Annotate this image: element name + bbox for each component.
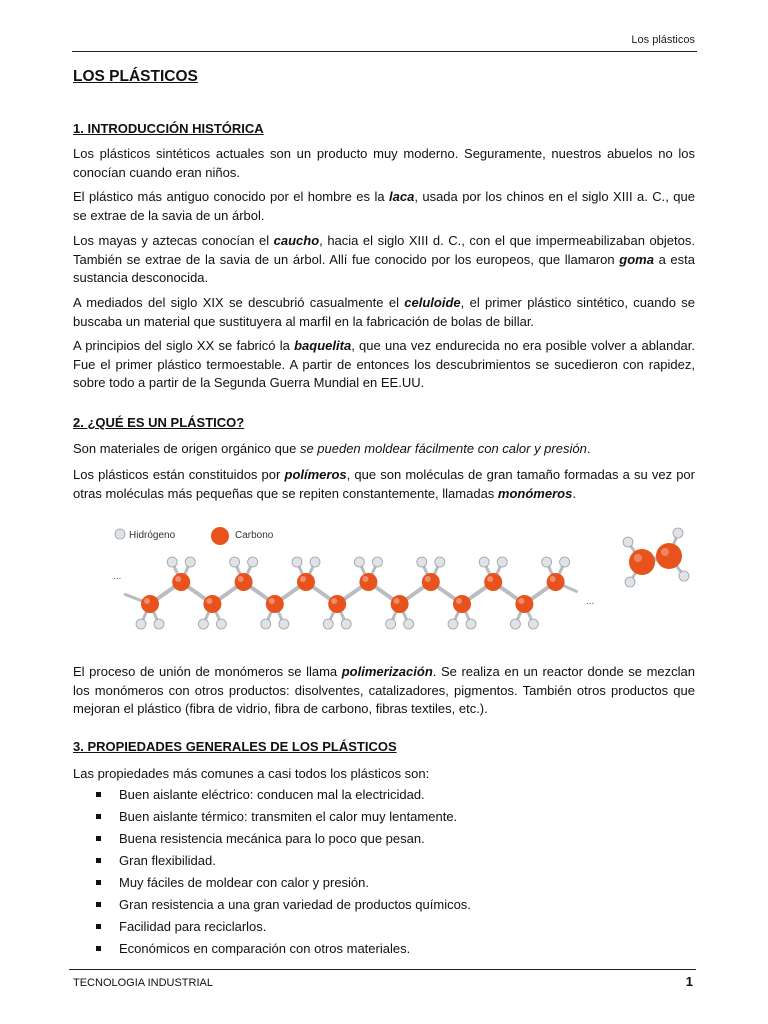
- hydrogen-atom: [248, 557, 258, 567]
- property-item: [73, 874, 695, 896]
- emphasized-term: polímeros: [284, 467, 347, 482]
- page-number: 1: [685, 974, 693, 989]
- paragraph: Los plásticos sintéticos actuales son un producto muy moderno. Seguramente, nuestros abuelos no los conocían cuando eran niños.: [73, 146, 695, 180]
- atom-highlight: [362, 576, 368, 582]
- paragraph: Los mayas y aztecas conocían el caucho, hacia el siglo XIII d. C., con el que impermeabilizaban objetos. También se extrae de la savia de un árbol. Allí fue conocido por los europeos, que llamaron goma a esta sustancia desconocida.: [73, 233, 695, 285]
- hydrogen-atom: [167, 557, 177, 567]
- atom-highlight: [456, 598, 462, 604]
- property-item: [73, 786, 695, 808]
- property-item: [73, 830, 695, 852]
- hydrogen-atom: [341, 619, 351, 629]
- bullet-square-icon: [96, 836, 101, 841]
- emphasized-term: laca: [389, 189, 415, 204]
- hydrogen-atom: [435, 557, 445, 567]
- carbon-atom: [235, 573, 253, 591]
- chain-continues-left: ...: [113, 571, 122, 582]
- properties-list: [73, 786, 695, 962]
- carbon-atom: [453, 595, 471, 613]
- property-text: Gran resistencia a una gran variedad de productos químicos.: [119, 897, 471, 912]
- hydrogen-atom: [310, 557, 320, 567]
- hydrogen-atom: [216, 619, 226, 629]
- property-text: Buen aislante eléctrico: conducen mal la electricidad.: [119, 787, 425, 802]
- bullet-square-icon: [96, 792, 101, 797]
- paragraph: A principios del siglo XX se fabricó la baquelita, que una vez endurecida no era posible volver a ablandar. Fue el primer plástico termoestable. A partir de entonces los descubrimientos se sucedieron con rapidez, sobre todo a partir de la Segunda Guerra Mundial en EE.UU.: [73, 338, 696, 390]
- atom-highlight: [394, 598, 400, 604]
- hydrogen-atom: [497, 557, 507, 567]
- hydrogen-legend-label: Hidrógeno: [129, 530, 176, 541]
- hydrogen-atom: [230, 557, 240, 567]
- hydrogen-atom: [448, 619, 458, 629]
- hydrogen-atom: [372, 557, 382, 567]
- ethylene-molecule: [623, 528, 689, 587]
- emphasized-term: goma: [619, 251, 654, 267]
- section-heading-what-is: 2. ¿QUÉ ES UN PLÁSTICO?: [73, 415, 245, 430]
- bullet-square-icon: [96, 902, 101, 907]
- carbon-atom: [359, 573, 377, 591]
- paragraph: Son materiales de origen orgánico que se pueden moldear fácilmente con calor y presión.: [73, 441, 591, 456]
- carbon-atom: [328, 595, 346, 613]
- emphasized-phrase: se pueden moldear fácilmente con calor y presión: [299, 441, 587, 456]
- polymer-chain-figure: [110, 518, 700, 648]
- property-text: Buena resistencia mecánica para lo poco que pesan.: [119, 831, 425, 846]
- paragraph: El proceso de unión de monómeros se llama polimerización. Se realiza en un reactor donde se mezclan los monómeros con otros productos: disolventes, catalizadores, pigmentos. También otros productos que mejoran el plástico (fibra de vidrio, fibra de carbono, fibras textiles, etc.).: [73, 664, 695, 716]
- carbon-atom: [656, 543, 682, 569]
- emphasized-term: caucho: [273, 233, 320, 248]
- page-footer: [69, 969, 696, 994]
- atom-highlight: [550, 576, 556, 582]
- bullet-square-icon: [96, 814, 101, 819]
- document-title: LOS PLÁSTICOS: [73, 68, 198, 85]
- bullet-square-icon: [96, 924, 101, 929]
- hydrogen-atom: [354, 557, 364, 567]
- hydrogen-atom: [279, 619, 289, 629]
- section-heading-properties: 3. PROPIEDADES GENERALES DE LOS PLÁSTICOS: [73, 739, 397, 754]
- hydrogen-atom: [528, 619, 538, 629]
- atom-highlight: [238, 576, 244, 582]
- property-text: Gran flexibilidad.: [119, 853, 216, 868]
- polymer-chain: [124, 557, 578, 629]
- hydrogen-atom: [404, 619, 414, 629]
- hydrogen-legend-icon: [115, 529, 125, 539]
- emphasized-term: baquelita: [294, 338, 352, 353]
- hydrogen-atom: [679, 571, 689, 581]
- carbon-atom: [266, 595, 284, 613]
- carbon-atom: [484, 573, 502, 591]
- hydrogen-atom: [623, 537, 633, 547]
- carbon-atom: [547, 573, 565, 591]
- hydrogen-atom: [560, 557, 570, 567]
- paragraph: A mediados del siglo XIX se descubrió casualmente el celuloide, el primer plástico sintético, cuando se buscaba un material que sustituyera al marfil en la fabricación de bolas de billar.: [73, 295, 695, 329]
- property-text: Facilidad para reciclarlos.: [119, 919, 267, 934]
- property-text: Buen aislante térmico: transmiten el calor muy lentamente.: [119, 809, 458, 824]
- hydrogen-atom: [292, 557, 302, 567]
- hydrogen-atom: [673, 528, 683, 538]
- hydrogen-atom: [154, 619, 164, 629]
- atom-highlight: [634, 554, 642, 562]
- carbon-legend-icon: [211, 527, 229, 545]
- emphasized-term: polimerización: [341, 664, 433, 679]
- hydrogen-atom: [625, 577, 635, 587]
- bullet-square-icon: [96, 858, 101, 863]
- atom-highlight: [518, 598, 524, 604]
- hydrogen-atom: [386, 619, 396, 629]
- atom-highlight: [487, 576, 493, 582]
- page-header: [72, 30, 697, 52]
- carbon-atom: [172, 573, 190, 591]
- hydrogen-atom: [185, 557, 195, 567]
- footer-course: TECNOLOGIA INDUSTRIAL: [73, 977, 213, 989]
- carbon-legend-label: Carbono: [235, 530, 274, 541]
- property-text: Económicos en comparación con otros materiales.: [119, 941, 411, 956]
- property-item: [73, 940, 695, 962]
- properties-intro: Las propiedades más comunes a casi todos los plásticos son:: [73, 766, 430, 781]
- hydrogen-atom: [198, 619, 208, 629]
- hydrogen-atom: [479, 557, 489, 567]
- property-item: [73, 852, 695, 874]
- property-text: Muy fáciles de moldear con calor y presión.: [119, 875, 370, 890]
- atom-highlight: [175, 576, 181, 582]
- emphasized-term: celuloide: [404, 295, 461, 310]
- paragraph: Los plásticos están constituidos por polímeros, que son moléculas de gran tamaño formadas a su vez por otras moléculas más pequeñas que se repiten constantemente, llamadas monómeros.: [73, 467, 695, 501]
- bullet-square-icon: [96, 946, 101, 951]
- property-item: [73, 918, 695, 940]
- emphasized-term: monómeros: [497, 485, 573, 501]
- property-item: [73, 896, 695, 918]
- atom-highlight: [425, 576, 431, 582]
- chain-continues-right: ...: [586, 596, 595, 607]
- carbon-atom: [422, 573, 440, 591]
- carbon-atom: [297, 573, 315, 591]
- section-heading-intro: 1. INTRODUCCIÓN HISTÓRICA: [73, 121, 264, 136]
- atom-highlight: [661, 548, 669, 556]
- hydrogen-atom: [417, 557, 427, 567]
- atom-highlight: [144, 598, 150, 604]
- atom-highlight: [269, 598, 275, 604]
- carbon-atom: [391, 595, 409, 613]
- atom-highlight: [206, 598, 212, 604]
- hydrogen-atom: [542, 557, 552, 567]
- hydrogen-atom: [466, 619, 476, 629]
- carbon-atom: [515, 595, 533, 613]
- hydrogen-atom: [261, 619, 271, 629]
- hydrogen-atom: [510, 619, 520, 629]
- running-title: Los plásticos: [631, 34, 695, 46]
- atom-highlight: [300, 576, 306, 582]
- property-item: [73, 808, 695, 830]
- carbon-atom: [629, 549, 655, 575]
- carbon-atom: [203, 595, 221, 613]
- carbon-atom: [141, 595, 159, 613]
- paragraph: El plástico más antiguo conocido por el hombre es la laca, usada por los chinos en el siglo XIII a. C., que se extrae de la savia de un árbol.: [73, 189, 695, 223]
- hydrogen-atom: [323, 619, 333, 629]
- bullet-square-icon: [96, 880, 101, 885]
- hydrogen-atom: [136, 619, 146, 629]
- atom-highlight: [331, 598, 337, 604]
